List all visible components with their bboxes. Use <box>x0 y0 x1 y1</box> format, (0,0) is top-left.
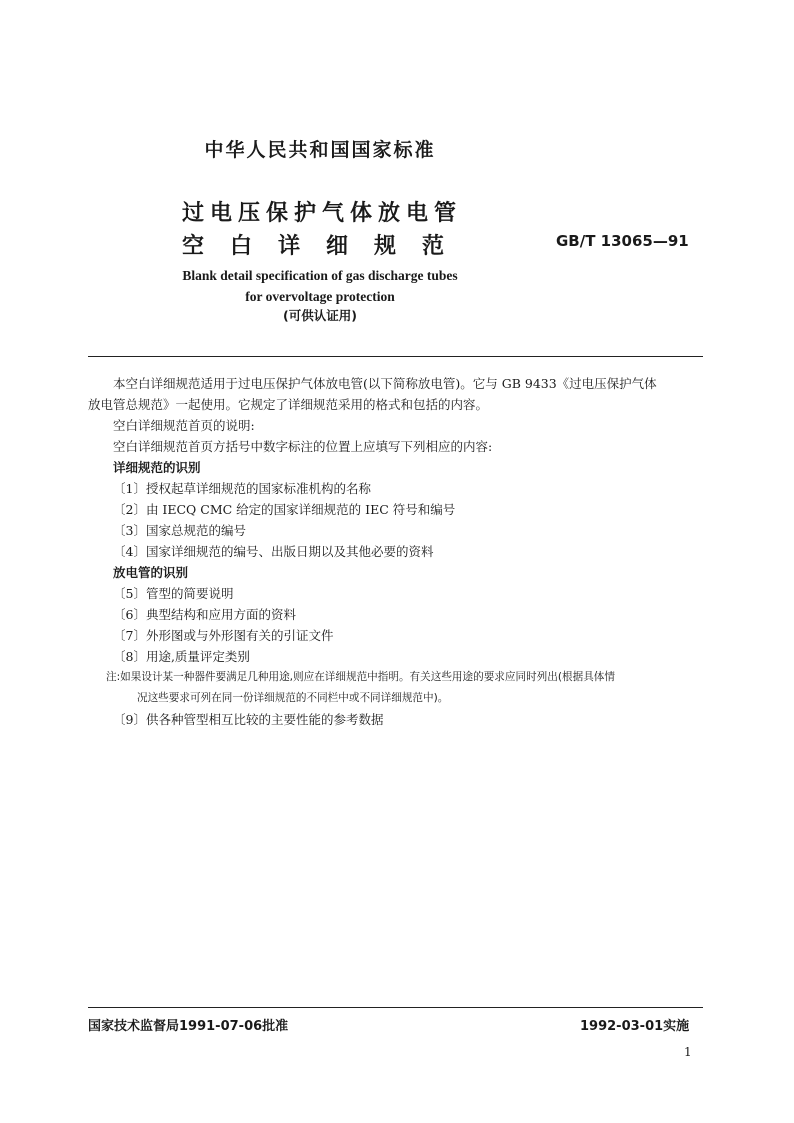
english-title-line1: Blank detail specification of gas discharge tubes <box>182 268 458 283</box>
list-item: 〔6〕典型结构和应用方面的资料 <box>113 607 296 622</box>
list-item: 〔3〕国家总规范的编号 <box>113 523 246 538</box>
list-item: 〔4〕国家详细规范的编号、出版日期以及其他必要的资料 <box>113 544 434 559</box>
intro-paragraph-line1: 本空白详细规范适用于过电压保护气体放电管(以下简称放电管)。它与 GB 9433《过电压保护气体 <box>113 376 657 391</box>
intro-paragraph-line2: 放电管总规范》一起使用。它规定了详细规范采用的格式和包括的内容。 <box>88 397 489 412</box>
approval-date: 国家技术监督局1991-07-06批准 <box>88 1019 289 1034</box>
list-item: 〔8〕用途,质量评定类别 <box>113 649 250 664</box>
standard-code: GB/T 13065—91 <box>556 232 689 250</box>
header-divider <box>88 356 703 357</box>
list-item: 〔1〕授权起草详细规范的国家标准机构的名称 <box>113 481 371 496</box>
chinese-title-line1: 过电压保护气体放电管 <box>182 201 463 226</box>
document-body <box>88 373 703 730</box>
effective-date: 1992-03-01实施 <box>580 1019 690 1034</box>
first-page-description: 空白详细规范首页方括号中数字标注的位置上应填写下列相应的内容: <box>113 439 493 454</box>
national-standard-title: 中华人民共和国国家标准 <box>204 139 436 161</box>
list-item: 〔2〕由 IECQ CMC 给定的国家详细规范的 IEC 符号和编号 <box>113 502 456 517</box>
page-number: 1 <box>684 1045 692 1059</box>
list-item: 〔5〕管型的简要说明 <box>113 586 234 601</box>
note-line1: 注:如果设计某一种器件要满足几种用途,则应在详细规范中指明。有关这些用途的要求应同时列出(根据具体情 <box>106 671 615 683</box>
note-line2: 况这些要求可列在同一份详细规范的不同栏中或不同详细规范中)。 <box>137 692 449 704</box>
section-title-tube-identification: 放电管的识别 <box>113 565 189 580</box>
certification-usage-note: (可供认证用) <box>283 308 357 323</box>
section-title-spec-identification: 详细规范的识别 <box>113 460 201 475</box>
list-item: 〔9〕供各种管型相互比较的主要性能的参考数据 <box>113 712 384 727</box>
list-item: 〔7〕外形图或与外形图有关的引证文件 <box>113 628 334 643</box>
first-page-heading: 空白详细规范首页的说明: <box>113 418 255 433</box>
footer-divider <box>88 1007 703 1008</box>
chinese-title-line2: 空白详细规范 <box>182 234 471 259</box>
english-title-line2: for overvoltage protection <box>245 289 395 304</box>
